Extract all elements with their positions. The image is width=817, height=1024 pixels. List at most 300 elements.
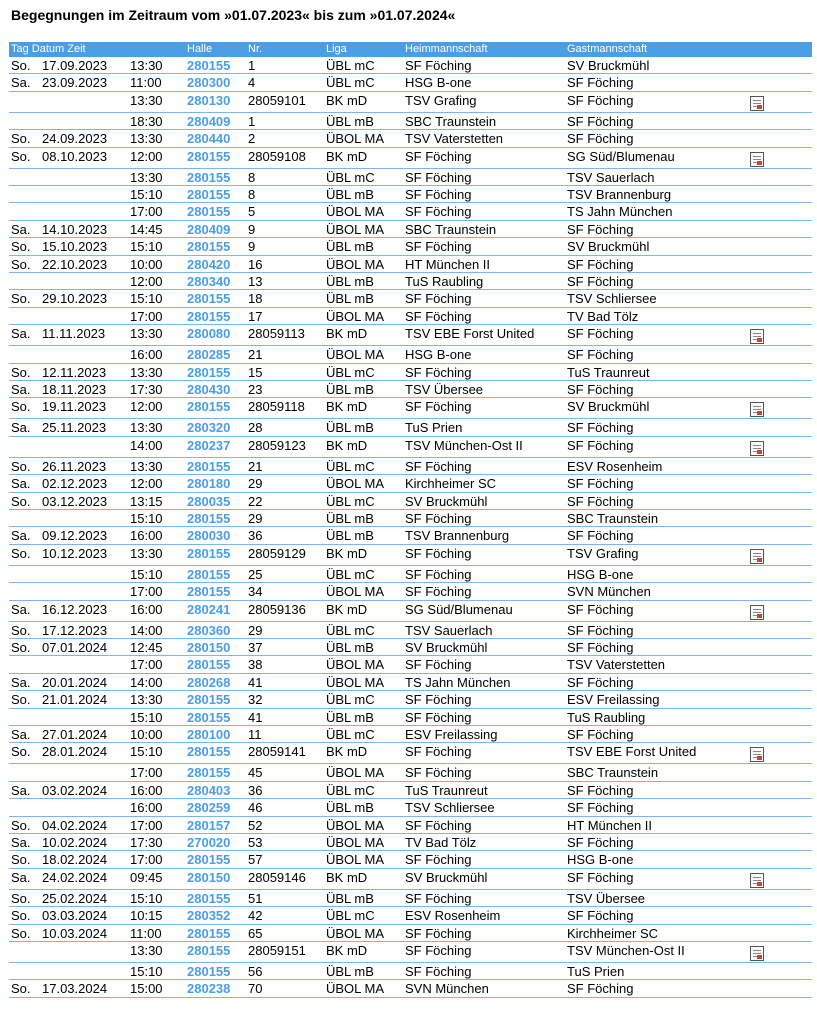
hall-link[interactable]: 280155 <box>187 657 231 673</box>
time-cell: 15:10 <box>130 187 163 202</box>
time-cell: 15:10 <box>130 890 163 906</box>
home-team-cell: TV Bad Tölz <box>405 835 477 850</box>
guest-team-cell: SF Föching <box>567 727 634 742</box>
table-row <box>9 493 812 510</box>
day-cell: Sa. <box>11 476 31 492</box>
guest-team-cell: TSV Brannenburg <box>567 187 672 202</box>
guest-team-cell: SF Föching <box>567 528 634 544</box>
hall-link[interactable]: 280035 <box>187 493 231 509</box>
league-cell: ÜBL mC <box>326 782 375 798</box>
time-cell: 15:10 <box>130 744 163 760</box>
day-cell: So. <box>11 58 31 73</box>
home-team-cell: SF Föching <box>405 584 472 600</box>
guest-team-cell: TuS Prien <box>567 964 625 979</box>
day-cell: So. <box>11 399 31 415</box>
hall-link[interactable]: 280157 <box>187 817 231 833</box>
hall-link[interactable]: 280300 <box>187 75 231 91</box>
league-cell: ÜBOL MA <box>326 476 385 492</box>
home-team-cell: HSG B-one <box>405 75 472 91</box>
header-liga: Liga <box>326 43 347 55</box>
date-cell: 17.03.2024 <box>42 981 108 997</box>
guest-team-cell: SF Föching <box>567 782 634 798</box>
table-row <box>9 980 812 997</box>
time-cell: 12:00 <box>130 399 163 415</box>
hall-link[interactable]: 280150 <box>187 869 231 885</box>
guest-team-cell: SVN München <box>567 584 651 600</box>
pdf-document-icon[interactable] <box>750 329 764 344</box>
hall-link[interactable]: 280155 <box>187 709 231 725</box>
home-team-cell: SF Föching <box>405 399 472 415</box>
time-cell: 11:00 <box>130 75 162 91</box>
league-cell: ÜBOL MA <box>326 221 385 237</box>
league-cell: ÜBL mC <box>326 566 375 582</box>
guest-team-cell: SF Föching <box>567 92 634 108</box>
league-cell: ÜBL mB <box>326 382 374 397</box>
hall-link[interactable]: 280409 <box>187 221 231 237</box>
hall-link[interactable]: 280155 <box>187 964 231 979</box>
header-tag-datum-zeit: Tag Datum Zeit <box>11 43 86 55</box>
hall-link[interactable]: 280155 <box>187 308 231 324</box>
table-row <box>9 221 812 238</box>
league-cell: ÜBL mC <box>326 908 375 924</box>
hall-link[interactable]: 280080 <box>187 326 231 342</box>
home-team-cell: TSV Schliersee <box>405 800 495 816</box>
time-cell: 18:30 <box>130 113 163 129</box>
nr-cell: 9 <box>248 239 256 255</box>
league-cell: ÜBL mC <box>326 493 375 509</box>
day-cell: So. <box>11 925 31 941</box>
home-team-cell: TSV Sauerlach <box>405 622 493 638</box>
guest-team-cell: HT München II <box>567 817 653 833</box>
nr-cell: 56 <box>248 964 263 979</box>
nr-cell: 38 <box>248 657 263 673</box>
time-cell: 12:00 <box>130 274 163 289</box>
nr-cell: 53 <box>248 835 263 850</box>
guest-team-cell: SV Bruckmühl <box>567 399 650 415</box>
day-cell: So. <box>11 852 31 868</box>
hall-link[interactable]: 280155 <box>187 58 231 73</box>
table-row <box>9 238 812 255</box>
date-cell: 29.10.2023 <box>42 291 108 307</box>
guest-team-cell: TSV Sauerlach <box>567 169 655 185</box>
league-cell: ÜBOL MA <box>326 657 385 673</box>
home-team-cell: HSG B-one <box>405 347 472 363</box>
nr-cell: 36 <box>248 782 263 798</box>
league-cell: BK mD <box>326 744 368 760</box>
time-cell: 13:30 <box>130 58 163 73</box>
home-team-cell: TuS Traunreut <box>405 782 488 798</box>
time-cell: 17:00 <box>130 308 163 324</box>
hall-link[interactable]: 280155 <box>187 890 231 906</box>
pdf-document-icon[interactable] <box>750 873 764 888</box>
time-cell: 17:00 <box>130 765 163 781</box>
table-row <box>9 381 812 398</box>
time-cell: 17:00 <box>130 852 163 868</box>
day-cell: So. <box>11 890 31 906</box>
hall-link[interactable]: 280130 <box>187 92 231 108</box>
day-cell: Sa. <box>11 869 31 885</box>
time-cell: 10:00 <box>130 727 163 742</box>
league-cell: ÜBL mC <box>326 692 375 708</box>
table-row <box>9 799 812 816</box>
home-team-cell: SF Föching <box>405 169 472 185</box>
hall-link[interactable]: 280155 <box>187 943 231 958</box>
home-team-cell: SF Föching <box>405 765 472 781</box>
nr-cell: 29 <box>248 476 263 492</box>
hall-link[interactable]: 280238 <box>187 981 231 997</box>
guest-team-cell: SV Bruckmühl <box>567 58 650 73</box>
home-team-cell: TSV Vaterstetten <box>405 131 504 147</box>
date-cell: 07.01.2024 <box>42 640 108 655</box>
league-cell: ÜBL mC <box>326 622 375 638</box>
date-cell: 10.02.2024 <box>42 835 108 850</box>
time-cell: 17:00 <box>130 204 163 220</box>
table-row <box>9 622 812 639</box>
nr-cell: 36 <box>248 528 263 544</box>
hall-link[interactable]: 280409 <box>187 113 231 129</box>
date-cell: 17.12.2023 <box>42 622 108 638</box>
nr-cell: 28059118 <box>248 399 305 415</box>
guest-team-cell: SF Föching <box>567 437 634 453</box>
header-heimmannschaft: Heimmannschaft <box>405 43 488 55</box>
nr-cell: 25 <box>248 566 263 582</box>
table-row <box>9 57 812 74</box>
pdf-document-icon[interactable] <box>750 747 764 762</box>
nr-cell: 65 <box>248 925 263 941</box>
date-cell: 27.01.2024 <box>42 727 108 742</box>
date-cell: 20.01.2024 <box>42 674 108 690</box>
home-team-cell: Kirchheimer SC <box>405 476 497 492</box>
day-cell: Sa. <box>11 420 31 436</box>
guest-team-cell: Kirchheimer SC <box>567 925 659 941</box>
home-team-cell: TS Jahn München <box>405 674 511 690</box>
hall-link[interactable]: 280259 <box>187 800 231 816</box>
hall-link[interactable]: 280241 <box>187 601 231 617</box>
guest-team-cell: SF Föching <box>567 131 634 147</box>
hall-link[interactable]: 280150 <box>187 640 231 655</box>
time-cell: 14:00 <box>130 622 163 638</box>
date-cell: 11.11.2023 <box>42 326 106 342</box>
time-cell: 13:15 <box>130 493 163 509</box>
guest-team-cell: SF Föching <box>567 256 634 272</box>
league-cell: ÜBL mB <box>326 709 374 725</box>
time-cell: 13:30 <box>130 131 163 147</box>
pdf-document-icon[interactable] <box>750 605 764 620</box>
time-cell: 12:00 <box>130 476 163 492</box>
home-team-cell: SF Föching <box>405 458 472 474</box>
table-row <box>9 308 812 325</box>
league-cell: BK mD <box>326 869 368 885</box>
table-row <box>9 583 812 600</box>
home-team-cell: SF Föching <box>405 204 472 220</box>
hall-link[interactable]: 270020 <box>187 835 231 850</box>
league-cell: ÜBOL MA <box>326 674 385 690</box>
hall-link[interactable]: 280285 <box>187 347 231 363</box>
home-team-cell: SF Föching <box>405 817 472 833</box>
day-cell: So. <box>11 640 31 655</box>
hall-link[interactable]: 280155 <box>187 925 231 941</box>
time-cell: 16:00 <box>130 782 163 798</box>
hall-link[interactable]: 280155 <box>187 364 231 380</box>
hall-link[interactable]: 280155 <box>187 204 231 220</box>
table-row <box>9 639 812 656</box>
table-row <box>9 656 812 673</box>
home-team-cell: ESV Rosenheim <box>405 908 501 924</box>
guest-team-cell: TSV EBE Forst United <box>567 744 697 760</box>
league-cell: ÜBL mB <box>326 800 374 816</box>
guest-team-cell: TSV Grafing <box>567 545 639 561</box>
home-team-cell: SF Föching <box>405 308 472 324</box>
time-cell: 13:30 <box>130 169 163 185</box>
nr-cell: 57 <box>248 852 263 868</box>
time-cell: 13:30 <box>130 364 163 380</box>
hall-link[interactable]: 280155 <box>187 765 231 781</box>
home-team-cell: TSV Grafing <box>405 92 477 108</box>
day-cell: Sa. <box>11 382 31 397</box>
day-cell: So. <box>11 131 31 147</box>
home-team-cell: SF Föching <box>405 511 472 526</box>
guest-team-cell: HSG B-one <box>567 852 634 868</box>
table-row <box>9 148 812 169</box>
date-cell: 25.11.2023 <box>42 420 107 436</box>
guest-team-cell: TV Bad Tölz <box>567 308 639 324</box>
home-team-cell: HT München II <box>405 256 491 272</box>
guest-team-cell: SF Föching <box>567 420 634 436</box>
guest-team-cell: TSV Übersee <box>567 890 646 906</box>
league-cell: ÜBOL MA <box>326 925 385 941</box>
table-row <box>9 475 812 492</box>
table-row <box>9 364 812 381</box>
home-team-cell: SBC Traunstein <box>405 113 497 129</box>
table-row <box>9 527 812 544</box>
nr-cell: 17 <box>248 308 263 324</box>
league-cell: ÜBOL MA <box>326 204 385 220</box>
time-cell: 16:00 <box>130 347 163 363</box>
guest-team-cell: SF Föching <box>567 981 634 997</box>
guest-team-cell: SF Föching <box>567 221 634 237</box>
hall-link[interactable]: 280403 <box>187 782 231 798</box>
home-team-cell: SF Föching <box>405 291 472 307</box>
nr-cell: 18 <box>248 291 263 307</box>
league-cell: ÜBOL MA <box>326 131 385 147</box>
guest-team-cell: SF Föching <box>567 274 634 289</box>
hall-link[interactable]: 280155 <box>187 399 231 415</box>
table-row <box>9 74 812 91</box>
table-row <box>9 169 812 186</box>
table-row <box>9 458 812 475</box>
pdf-document-icon[interactable] <box>750 152 764 167</box>
table-row <box>9 346 812 363</box>
time-cell: 13:30 <box>130 692 163 708</box>
hall-link[interactable]: 280352 <box>187 908 231 924</box>
league-cell: ÜBL mB <box>326 640 374 655</box>
header-gastmannschaft: Gastmannschaft <box>567 43 648 55</box>
guest-team-cell: SF Föching <box>567 75 634 91</box>
pdf-document-icon[interactable] <box>750 549 764 564</box>
date-cell: 18.02.2024 <box>42 852 108 868</box>
nr-cell: 15 <box>248 364 263 380</box>
hall-link[interactable]: 280320 <box>187 420 231 436</box>
league-cell: ÜBOL MA <box>326 835 385 850</box>
table-row <box>9 834 812 851</box>
hall-link[interactable]: 280237 <box>187 437 231 453</box>
date-cell: 04.02.2024 <box>42 817 108 833</box>
nr-cell: 9 <box>248 221 256 237</box>
home-team-cell: TuS Raubling <box>405 274 484 289</box>
guest-team-cell: SF Föching <box>567 113 634 129</box>
table-row <box>9 273 812 290</box>
table-row <box>9 256 812 273</box>
hall-link[interactable]: 280430 <box>187 382 231 397</box>
nr-cell: 28059129 <box>248 545 306 561</box>
hall-link[interactable]: 280360 <box>187 622 231 638</box>
hall-link[interactable]: 280155 <box>187 584 231 600</box>
hall-link[interactable]: 280440 <box>187 131 231 147</box>
league-cell: ÜBL mC <box>326 727 375 742</box>
nr-cell: 41 <box>248 709 263 725</box>
day-cell: So. <box>11 458 31 474</box>
day-cell: So. <box>11 256 31 272</box>
home-team-cell: SF Föching <box>405 566 472 582</box>
table-row <box>9 764 812 781</box>
pdf-document-icon[interactable] <box>750 441 764 456</box>
table-row <box>9 510 812 527</box>
league-cell: BK mD <box>326 399 368 415</box>
guest-team-cell: TuS Traunreut <box>567 364 650 380</box>
date-cell: 24.02.2024 <box>42 869 108 885</box>
league-cell: BK mD <box>326 92 368 108</box>
nr-cell: 28059113 <box>248 326 305 342</box>
hall-link[interactable]: 280155 <box>187 852 231 868</box>
nr-cell: 13 <box>248 274 263 289</box>
day-cell: Sa. <box>11 326 31 342</box>
day-cell: Sa. <box>11 75 31 91</box>
time-cell: 16:00 <box>130 528 163 544</box>
hall-link[interactable]: 280155 <box>187 511 231 526</box>
pdf-document-icon[interactable] <box>750 402 764 417</box>
table-row <box>9 782 812 799</box>
day-cell: So. <box>11 364 31 380</box>
time-cell: 13:30 <box>130 545 163 561</box>
league-cell: ÜBL mC <box>326 169 375 185</box>
table-row <box>9 942 812 963</box>
home-team-cell: SF Föching <box>405 187 472 202</box>
table-row <box>9 907 812 924</box>
table-row <box>9 92 812 113</box>
hall-link[interactable]: 280340 <box>187 274 231 289</box>
league-cell: ÜBOL MA <box>326 765 385 781</box>
day-cell: So. <box>11 817 31 833</box>
time-cell: 15:10 <box>130 291 163 307</box>
guest-team-cell: SF Föching <box>567 869 634 885</box>
hall-link[interactable]: 280155 <box>187 239 231 255</box>
date-cell: 21.01.2024 <box>42 692 108 708</box>
home-team-cell: SV Bruckmühl <box>405 869 488 885</box>
guest-team-cell: SF Föching <box>567 601 634 617</box>
league-cell: ÜBL mC <box>326 58 375 73</box>
time-cell: 17:30 <box>130 835 163 850</box>
pdf-document-icon[interactable] <box>750 946 764 961</box>
hall-link[interactable]: 280155 <box>187 692 231 708</box>
hall-link[interactable]: 280155 <box>187 148 231 164</box>
hall-link[interactable]: 280100 <box>187 727 231 742</box>
table-row <box>9 869 812 890</box>
home-team-cell: SF Föching <box>405 852 472 868</box>
date-cell: 14.10.2023 <box>42 221 108 237</box>
hall-link[interactable]: 280155 <box>187 744 231 760</box>
date-cell: 03.03.2024 <box>42 908 108 924</box>
day-cell: So. <box>11 545 31 561</box>
time-cell: 13:30 <box>130 92 163 108</box>
day-cell: Sa. <box>11 674 31 690</box>
home-team-cell: SF Föching <box>405 58 472 73</box>
home-team-cell: SF Föching <box>405 925 472 941</box>
table-row <box>9 325 812 346</box>
league-cell: ÜBL mB <box>326 291 374 307</box>
guest-team-cell: SF Föching <box>567 674 634 690</box>
nr-cell: 42 <box>248 908 263 924</box>
home-team-cell: SF Föching <box>405 744 472 760</box>
guest-team-cell: SF Föching <box>567 800 634 816</box>
home-team-cell: ESV Freilassing <box>405 727 498 742</box>
time-cell: 15:00 <box>130 981 163 997</box>
hall-link[interactable]: 280155 <box>187 291 231 307</box>
league-cell: ÜBOL MA <box>326 584 385 600</box>
hall-link[interactable]: 280155 <box>187 458 231 474</box>
day-cell: So. <box>11 908 31 924</box>
time-cell: 13:30 <box>130 420 163 436</box>
league-cell: BK mD <box>326 326 368 342</box>
day-cell: Sa. <box>11 601 31 617</box>
nr-cell: 28059123 <box>248 437 306 453</box>
time-cell: 14:45 <box>130 221 163 237</box>
table-row <box>9 709 812 726</box>
hall-link[interactable]: 280155 <box>187 187 231 202</box>
pdf-document-icon[interactable] <box>750 96 764 111</box>
table-row <box>9 925 812 942</box>
time-cell: 13:30 <box>130 326 163 342</box>
nr-cell: 2 <box>248 131 256 147</box>
hall-link[interactable]: 280180 <box>187 476 231 492</box>
date-cell: 03.02.2024 <box>42 782 108 798</box>
table-header <box>9 42 812 57</box>
table-row <box>9 398 812 419</box>
league-cell: BK mD <box>326 437 368 453</box>
nr-cell: 34 <box>248 584 263 600</box>
date-cell: 24.09.2023 <box>42 131 108 147</box>
guest-team-cell: SG Süd/Blumenau <box>567 148 675 164</box>
guest-team-cell: SBC Traunstein <box>567 511 659 526</box>
hall-link[interactable]: 280155 <box>187 169 231 185</box>
hall-link[interactable]: 280155 <box>187 545 231 561</box>
guest-team-cell: ESV Rosenheim <box>567 458 663 474</box>
nr-cell: 22 <box>248 493 263 509</box>
nr-cell: 1 <box>248 113 256 129</box>
table-row <box>9 203 812 220</box>
hall-link[interactable]: 280268 <box>187 674 231 690</box>
hall-link[interactable]: 280420 <box>187 256 231 272</box>
table-row <box>9 290 812 307</box>
time-cell: 15:10 <box>130 709 163 725</box>
nr-cell: 8 <box>248 187 256 202</box>
nr-cell: 11 <box>248 727 262 742</box>
hall-link[interactable]: 280030 <box>187 528 231 544</box>
time-cell: 13:30 <box>130 458 163 474</box>
hall-link[interactable]: 280155 <box>187 566 231 582</box>
league-cell: ÜBL mB <box>326 187 374 202</box>
home-team-cell: SVN München <box>405 981 489 997</box>
home-team-cell: SF Föching <box>405 692 472 708</box>
